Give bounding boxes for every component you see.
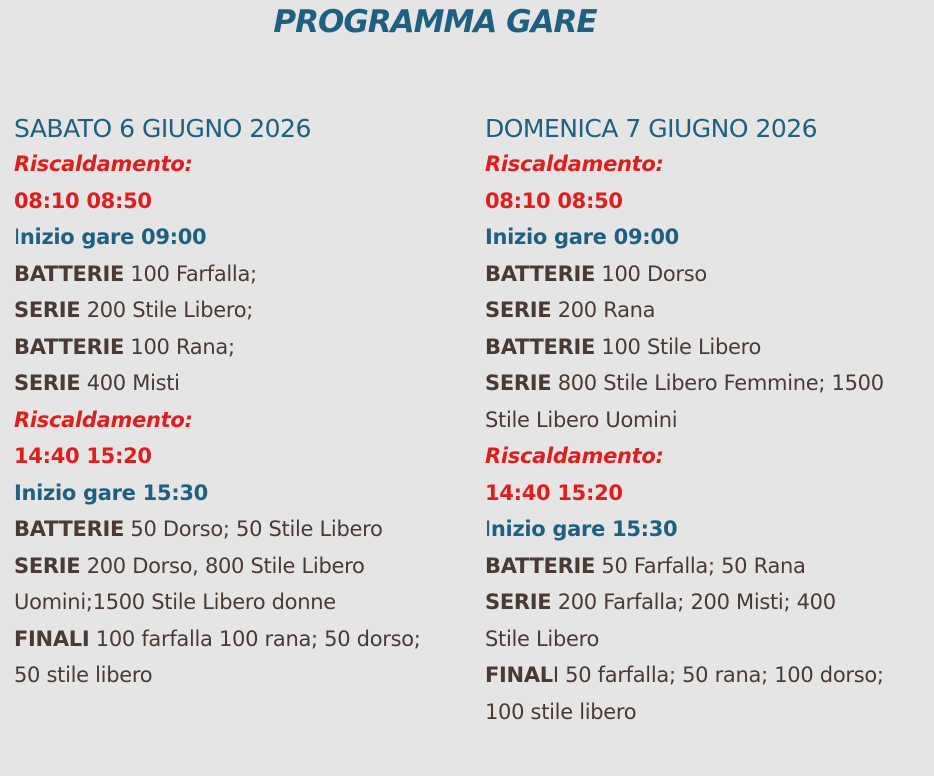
start-initial: I <box>485 517 491 541</box>
event-line <box>14 329 464 366</box>
event-key: BATTERIE <box>485 334 596 359</box>
start-initial: I <box>14 225 20 249</box>
event-text: 100 Stile Libero <box>595 334 762 359</box>
event-line-continued: 100 stile libero <box>485 699 637 724</box>
event-key: SERIE <box>14 298 81 322</box>
warmup-time: 14:40 15:20 <box>14 444 152 468</box>
event-text: 50 Farfalla; 50 Rana <box>595 553 806 578</box>
event-key: BATTERIE <box>14 334 125 359</box>
event-line-continued: Stile Libero <box>485 626 600 651</box>
event-line <box>485 292 925 329</box>
day-heading: SABATO 6 GIUGNO 2026 <box>14 114 311 143</box>
event-key: BATTERIE <box>485 261 596 286</box>
warmup-time: 08:10 08:50 <box>14 188 152 213</box>
event-key: FINALI <box>14 626 90 651</box>
event-key: FINAL <box>485 663 553 687</box>
event-line <box>485 548 925 585</box>
start-time <box>485 511 925 548</box>
event-line <box>485 365 925 402</box>
event-line <box>14 511 464 548</box>
event-line <box>14 621 464 658</box>
warmup-label: Riscaldamento: <box>485 444 664 468</box>
event-line <box>14 548 464 585</box>
warmup-time: 08:10 08:50 <box>485 188 623 213</box>
event-line <box>14 292 464 329</box>
start-time <box>14 219 464 256</box>
event-key: BATTERIE <box>14 517 125 541</box>
event-text: 200 Dorso, 800 Stile Libero <box>80 553 365 578</box>
sunday-column <box>485 112 925 730</box>
event-key: SERIE <box>14 371 81 395</box>
event-key: SERIE <box>14 553 81 578</box>
event-line <box>485 584 925 621</box>
event-text: 200 Farfalla; 200 Misti; 400 <box>551 590 836 614</box>
event-line-continued: 50 stile libero <box>14 663 153 687</box>
event-text: 100 Rana; <box>124 334 235 359</box>
start-time: Inizio gare 15:30 <box>14 480 208 505</box>
saturday-column <box>14 112 464 694</box>
start-time: Inizio gare 09:00 <box>485 225 679 249</box>
warmup-label: Riscaldamento: <box>14 407 193 432</box>
page-title: PROGRAMMA GARE <box>273 4 597 40</box>
event-text: 800 Stile Libero Femmine; 1500 <box>551 371 884 395</box>
event-key: BATTERIE <box>485 553 596 578</box>
event-line <box>14 256 464 293</box>
event-text: 50 farfalla; 50 rana; 100 dorso; <box>558 663 884 687</box>
event-key: SERIE <box>485 298 552 322</box>
start-text: nizio gare 09:00 <box>19 225 207 249</box>
event-text: 100 farfalla 100 rana; 50 dorso; <box>89 626 421 651</box>
start-text: nizio gare 15:30 <box>490 517 678 541</box>
event-text: 50 Dorso; 50 Stile Libero <box>124 517 383 541</box>
event-line-continued: Stile Libero Uomini <box>485 407 678 432</box>
event-key-suffix: I <box>552 663 559 687</box>
day-heading: DOMENICA 7 GIUGNO 2026 <box>485 114 818 143</box>
event-line <box>14 365 464 402</box>
event-text: 400 Misti <box>80 371 180 395</box>
event-line <box>485 329 925 366</box>
warmup-label: Riscaldamento: <box>14 152 193 176</box>
event-text: 100 Dorso <box>595 261 707 286</box>
event-key: SERIE <box>485 590 552 614</box>
event-line-continued: Uomini;1500 Stile Libero donne <box>14 590 336 614</box>
event-line <box>485 657 925 694</box>
warmup-label: Riscaldamento: <box>485 152 664 176</box>
event-line <box>485 256 925 293</box>
event-text: 200 Stile Libero; <box>80 298 254 322</box>
event-key: BATTERIE <box>14 261 125 286</box>
warmup-time: 14:40 15:20 <box>485 480 623 505</box>
event-key: SERIE <box>485 371 552 395</box>
event-text: 200 Rana <box>551 298 656 322</box>
event-text: 100 Farfalla; <box>124 261 257 286</box>
